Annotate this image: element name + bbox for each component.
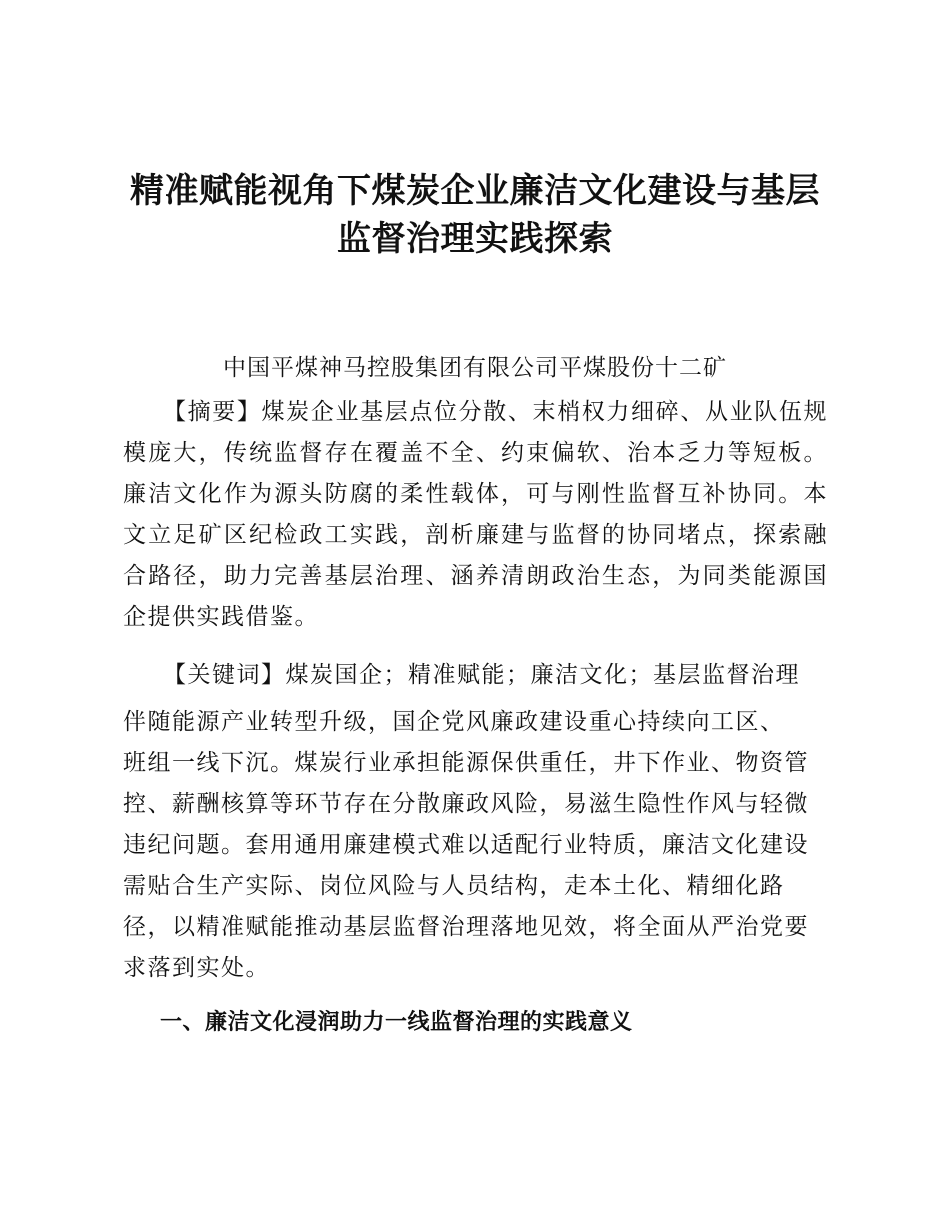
intro-line: 违纪问题。套用通用廉建模式难以适配行业特质，廉洁文化建设	[123, 832, 809, 858]
intro-line: 需贴合生产实际、岗位风险与人员结构，走本土化、精细化路	[123, 873, 785, 899]
abstract-paragraph: 【摘要】煤炭企业基层点位分散、末梢权力细碎、从业队伍规模庞大，传统监督存在覆盖不全、约束偏软、治本乏力等短板。廉洁文化作为源头防腐的柔性载体，可与刚性监督互补协同。本文立足矿区纪检政工实践，剖析廉建与监督的协同堵点，探索融合路径，助力完善基层治理、涵养清朗政治生态，为同类能源国企提供实践借鉴。	[123, 399, 828, 630]
intro-line: 伴随能源产业转型升级，国企党风廉政建设重心持续向工区、	[123, 709, 785, 735]
intro-paragraph	[123, 702, 828, 989]
intro-line: 径，以精准赋能推动基层监督治理落地见效，将全面从严治党要	[123, 914, 809, 940]
section-heading: 一、廉洁文化浸润助力一线监督治理的实践意义	[160, 1010, 633, 1035]
intro-line: 控、薪酬核算等环节存在分散廉政风险，易滋生隐性作风与轻微	[123, 791, 809, 817]
document-title-line-1: 精准赋能视角下煤炭企业廉洁文化建设与基层	[130, 171, 820, 211]
intro-line: 班组一线下沉。煤炭行业承担能源保供重任，井下作业、物资管	[123, 750, 809, 776]
keywords-paragraph: 【关键词】煤炭国企；精准赋能；廉洁文化；基层监督治理	[163, 662, 800, 688]
author-affiliation: 中国平煤神马控股集团有限公司平煤股份十二矿	[223, 355, 727, 381]
intro-line: 求落到实处。	[123, 955, 270, 981]
document-title-line-2: 监督治理实践探索	[337, 219, 613, 259]
